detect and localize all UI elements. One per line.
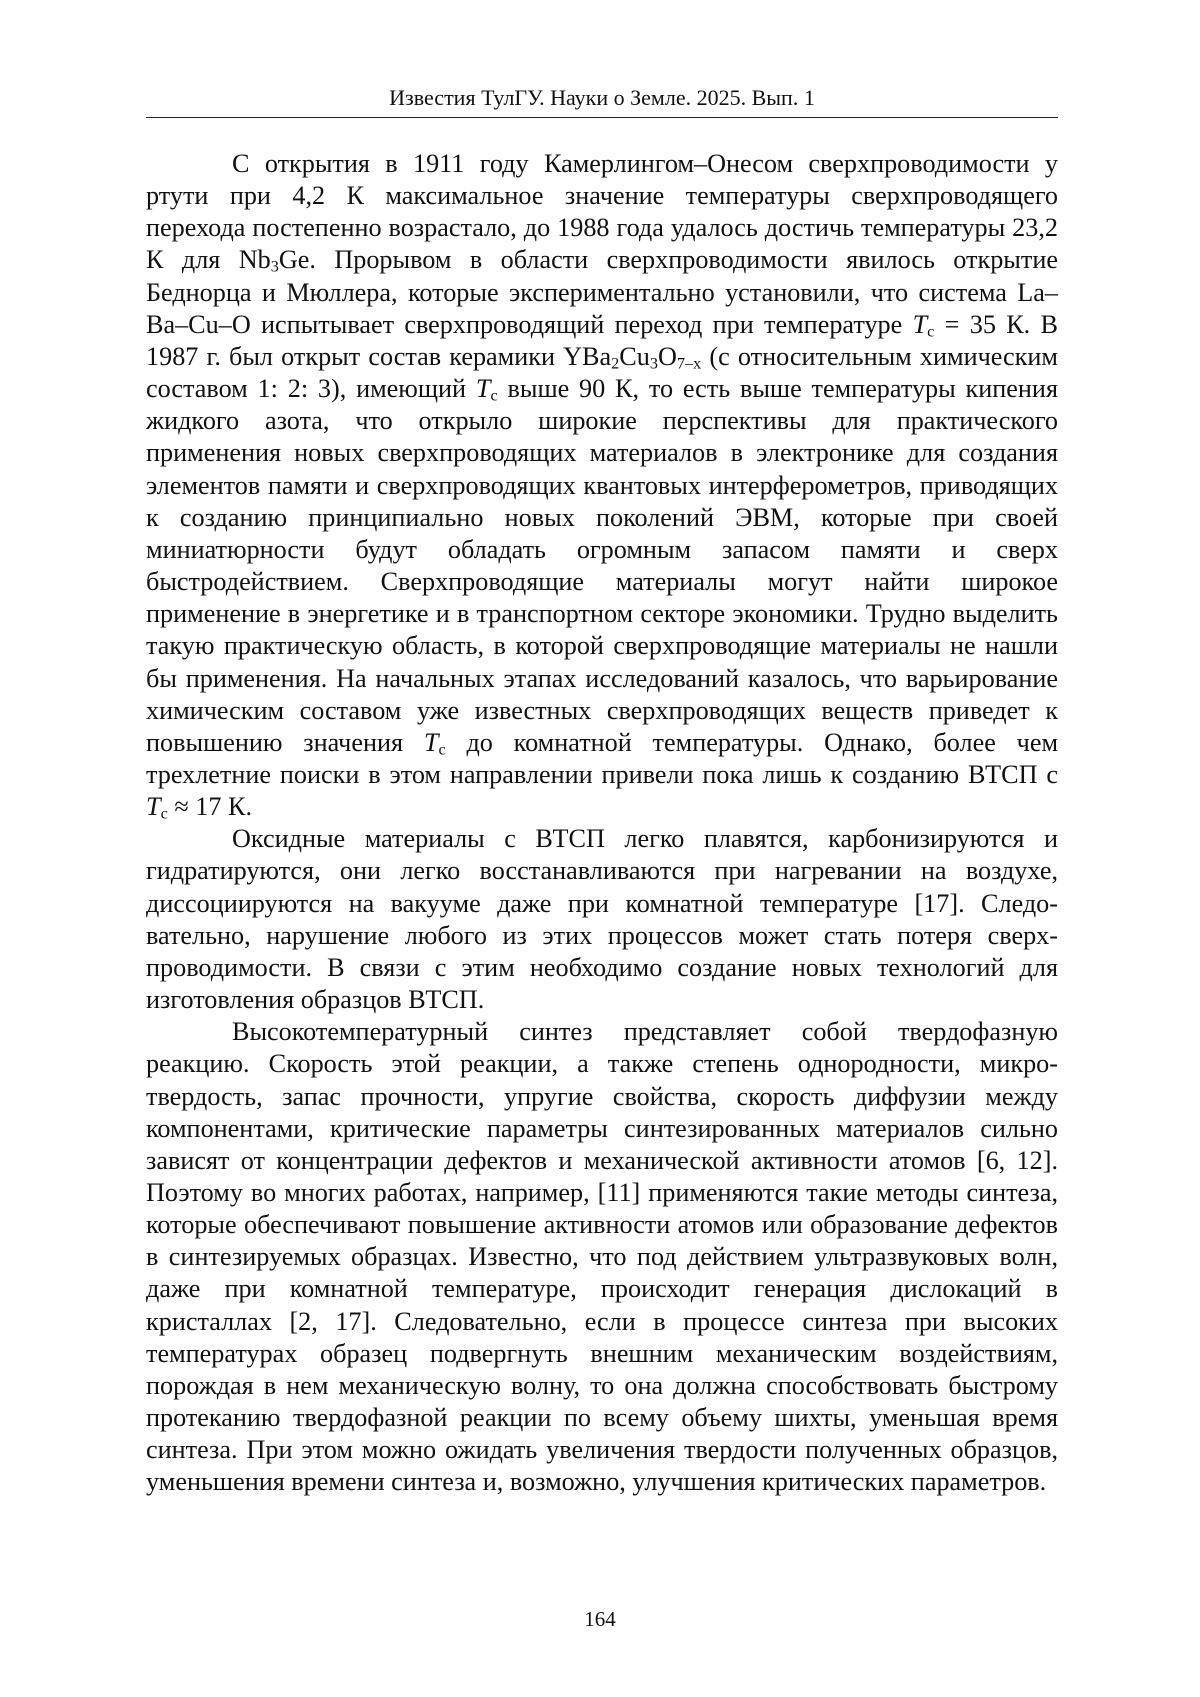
nb3ge-subscript: 3 xyxy=(270,258,279,277)
tc-symbol: T xyxy=(146,792,161,822)
p1-text-9: ≈ 17 К. xyxy=(167,792,253,822)
ybco-subscript-o: 7–x xyxy=(676,354,702,373)
tc-subscript: c xyxy=(160,804,168,823)
article-body xyxy=(146,148,1058,1499)
p1-text-1: С открытия в 1911 году Камерлингом–Онесом сверхпроводимости у ртути при 4,2 К максимальное значение температуры сверхпроводящего перехода постепенно возрастало, до 1988 года удалось достичь температуры 23,2 К для Nb xyxy=(146,149,1058,275)
tc-subscript: c xyxy=(438,740,446,759)
running-title: Известия ТулГУ. Науки о Земле. 2025. Вып. 1 xyxy=(389,85,815,110)
p1-text-4: Cu xyxy=(619,341,650,371)
p1-text-3: = 35 К. В 1987 г. был открыт состав керамики YBa xyxy=(146,309,1058,371)
tc-symbol: T xyxy=(423,727,439,757)
running-header xyxy=(146,83,1058,118)
tc-subscript: c xyxy=(490,386,498,405)
tc-symbol: T xyxy=(912,309,928,339)
page-number: 164 xyxy=(584,1607,616,1631)
p1-text-8: до комнатной температуры. Однако, более чем трехлетние поиски в этом направлении привели пока лишь к созданию ВТСП с xyxy=(146,727,1059,789)
ybco-subscript-ba: 2 xyxy=(611,354,620,373)
p1-text-5: O xyxy=(657,341,677,371)
paragraph-2: Оксидные материалы с ВТСП легко плавятся, карбонизируются и гидратируются, они легко восстанавливаются при нагревании на воздухе, диссоциируются на вакууме даже при комнатной температуре [17]. Следовательно, нарушение любого из этих процессов может стать потеря сверхпроводимости. В связи с этим необходимо создание новых технологий для изготовления образцов ВТСП. xyxy=(146,824,1058,1015)
tc-symbol: T xyxy=(475,374,491,404)
p1-text-2: Ge. Прорывом в области сверхпроводимости явилось открытие Беднорца и Мюллера, которые экспериментально установили, что система La–Ba–Cu–O испытывает сверхпроводящий переход при температуре xyxy=(146,245,1058,339)
ybco-subscript-cu: 3 xyxy=(649,354,658,373)
paragraph-3: Высокотемпературный синтез представляет собой твердофазную реакцию. Скорость этой реакции, а также степень однородности, микротвердость, запас прочности, упругие свойства, скорость диффузии между компонентами, критические параметры синтезированных материалов сильно зависят от концентрации дефектов и механической активности атомов [6, 12]. Поэтому во многих работах, например, [11] применяются такие методы синтеза, которые обеспечивают повышение активности атомов или образование дефектов в синтезируемых образцах. Известно, что под действием ультразвуковых волн, даже при комнатной температуре, происходит генерация дислокаций в кристаллах [2, 17]. Следовательно, если в процессе синтеза при высоких температурах образец подвергнуть внешним механическим воздействиям, порождая в нем механическую волну, то она должна способствовать быстрому протеканию твердофазной реакции по всему объему шихты, уменьшая время синтеза. При этом можно ожидать увеличения твердости полученных образцов, уменьшения времени синтеза и, возможно, улучшения критических параметров. xyxy=(146,1017,1058,1497)
p1-text-7: выше 90 К, то есть выше температуры кипения жидкого азота, что открыло широкие перспективы для практического применения новых сверхпроводящих материалов в электронике для создания элементов памяти и сверхпроводящих квантовых интерферометров, приводящих к созданию принципиально новых поколений ЭВМ, которые при своей миниатюрности будут обладать огромным запасом памяти и сверх быстродействием. Сверхпроводящие материалы могут найти широкое применение в энергетике и в транспортном секторе экономики. Трудно выделить такую практическую область, в которой сверхпроводящие материалы не нашли бы применения. На начальных этапах исследований казалось, что варьирование химическим составом уже известных сверхпроводящих веществ приведет к повышению значения xyxy=(146,374,1058,757)
p1-text-6: (с относительным химическим составом 1: 2: 3), имеющий xyxy=(146,341,1058,404)
paragraph-1 xyxy=(146,148,1058,823)
tc-subscript: c xyxy=(927,322,935,341)
